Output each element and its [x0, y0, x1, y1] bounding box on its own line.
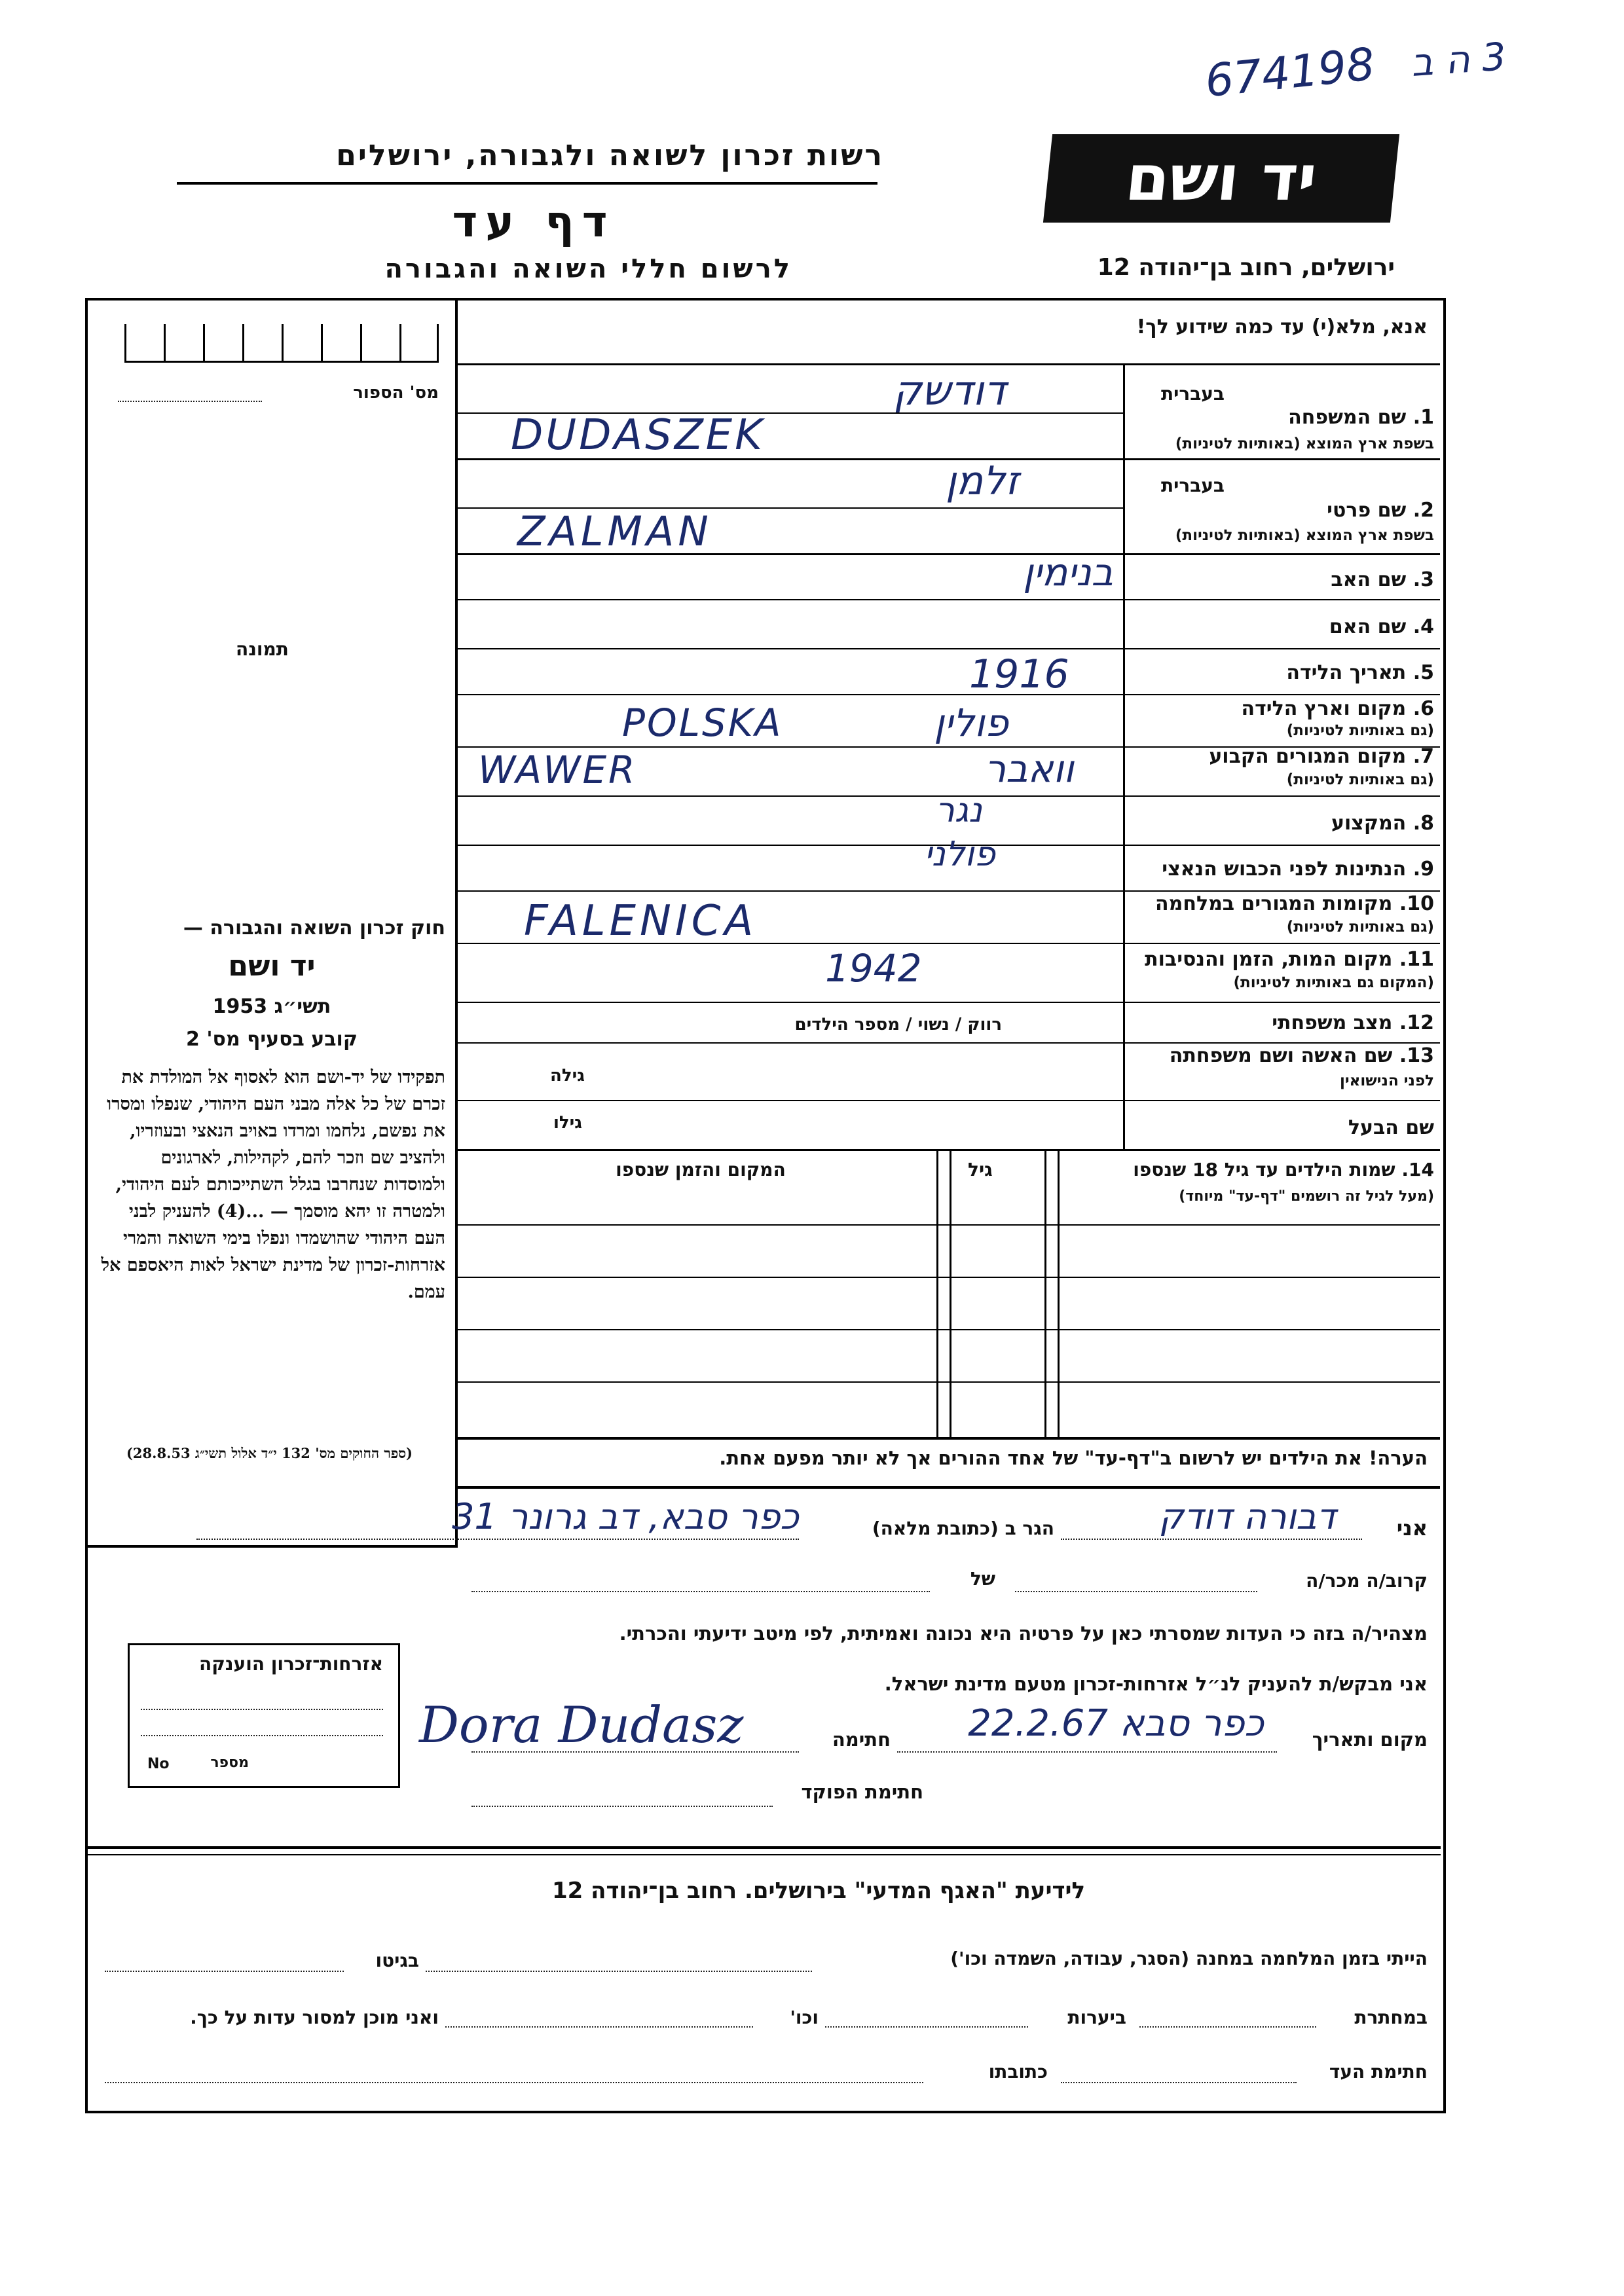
- residence-hebrew-value[interactable]: וואבר: [984, 746, 1074, 791]
- camp-line: הייתי בזמן המלחמה במחנה (הסגר, עבודה, השמדה וכו'): [950, 1948, 1428, 1969]
- father-name-value[interactable]: בנימין: [1023, 550, 1113, 594]
- testimony-consent: ואני מוכן למסור עדות על כך.: [190, 2007, 439, 2028]
- etc-label: וכו': [790, 2007, 819, 2028]
- photo-label: תמונה: [236, 638, 289, 660]
- handwritten-annotation: 3 ה ב: [1409, 34, 1508, 86]
- etc-field[interactable]: [445, 2026, 753, 2028]
- death-value[interactable]: 1942: [825, 946, 922, 991]
- signature-value[interactable]: Dora Dudasz: [419, 1696, 744, 1754]
- field-sub-first-name: בשפת ארץ המוצא (באותיות לטיניות): [1175, 527, 1434, 544]
- surname-hebrew-value[interactable]: דודשק: [893, 367, 1006, 414]
- ghetto-field[interactable]: [105, 1971, 344, 1972]
- birth-date-value[interactable]: 1916: [969, 651, 1069, 697]
- field-label-marital-status: 12. מצב משפחתי: [1272, 1011, 1434, 1034]
- official-signature-field[interactable]: [471, 1806, 773, 1807]
- hebrew-tag: בעברית: [1160, 383, 1225, 405]
- field-sub-residence: (גם באותיות לטיניות): [1286, 771, 1434, 788]
- declarant-name-value[interactable]: דבורה דודק: [1158, 1496, 1336, 1537]
- field-label-nationality: 9. הנתינות לפני הכבוש הנאצי: [1162, 858, 1434, 881]
- yad-vashem-logo: יד ושם: [1043, 134, 1399, 223]
- law-logo: יד ושם: [228, 949, 316, 983]
- witness-signature-field[interactable]: [1061, 2082, 1297, 2083]
- children-place-header: המקום והזמן שנספו: [616, 1159, 786, 1180]
- of-label: של: [970, 1568, 995, 1590]
- official-signature-label: חתימת הפוקד: [801, 1781, 923, 1803]
- relative-field[interactable]: [1015, 1591, 1257, 1592]
- camp-field[interactable]: [426, 1971, 812, 1972]
- field-sub-wartime-residence: (גם באותיות לטיניות): [1286, 919, 1434, 936]
- birth-place-latin-value[interactable]: POLSKA: [622, 701, 783, 745]
- fill-instruction: אנא, מלא(י) עד כמה שידוע לך!: [1136, 316, 1428, 338]
- field-sub-birth-place: (גם באותיות לטיניות): [1286, 722, 1434, 739]
- address-value[interactable]: כפר סבא, דב גרונר 31: [452, 1496, 799, 1537]
- underground-field[interactable]: [1139, 2026, 1316, 2028]
- nationality-value[interactable]: פולני: [924, 835, 995, 874]
- field-label-surname: 1. שם המשפחה: [1288, 406, 1434, 429]
- hebrew-tag: בעברית: [1160, 475, 1225, 496]
- first-name-latin-value[interactable]: ZALMAN: [517, 507, 712, 555]
- field-label-birth-date: 5. תאריך הלידה: [1286, 661, 1434, 684]
- wartime-residence-value[interactable]: FALENICA: [524, 897, 758, 945]
- law-title: חוק זכרון השואה והגבורה —: [183, 917, 445, 939]
- of-field[interactable]: [471, 1591, 930, 1592]
- handwritten-registry-number: 674198: [1202, 38, 1378, 108]
- law-text: תפקידו של יד-ושם הוא לאסוף אל המולדת את זכרם של כל אלה מבני העם היהודי, שנפלו ומסרו את נפשם, נלחמו ומרדו באויב הנאצי ובעוזריו, ולהציב שם וזכר להם, לקהילות, לארגונים ולמוסדות שנחרבו בגלל השתייכותם לעם היהודי, ולמטרה זו יהא מוסמך — ...(4) להעניק לבני העם היהודי שהושמדו ונפלו בימי השואה והמרי אזרחות-זכרון של מדינת ישראל לאות היאספם אל עמם.: [101, 1067, 445, 1302]
- children-note: הערה! את הילדים יש לרשום ב"דף-עד" של אחד ההורים אך לא יותר מפעם אחת.: [719, 1447, 1428, 1469]
- serial-label: מס' הספור: [353, 383, 439, 403]
- place-date-value[interactable]: כפר סבא 22.2.67: [968, 1702, 1264, 1745]
- address: ירושלים, רחוב בן־יהודה 12: [1097, 254, 1395, 281]
- witness-address-field[interactable]: [105, 2082, 923, 2083]
- law-year: תשי״ג 1953: [212, 995, 331, 1018]
- authority-name: רשות זכרון לשואה ולגבורה, ירושלים: [336, 139, 884, 172]
- children-sub: (מעל לגיל זה רושמים "דף-עד" מיוחד): [1179, 1188, 1434, 1205]
- scientific-dept-title: לידיעת "האגף המדעי" בירושלים. רחוב בן־יהודה 12: [551, 1878, 1086, 1904]
- field-sub-death: (המקום גם באותיות לטיניות): [1233, 974, 1434, 991]
- wife-age-label: גילה: [550, 1066, 585, 1085]
- field-sub-surname: בשפת ארץ המוצא (באותיות לטיניות): [1175, 435, 1434, 452]
- profession-value[interactable]: נגר: [935, 791, 982, 830]
- declaration-text: מצהיר/ה בזה כי העדות שמסרתי כאן על פרטיה היא נכונה ואמיתית, לפי מיטב ידיעתי והכרתי.: [619, 1622, 1428, 1645]
- children-age-header: גיל: [968, 1159, 993, 1180]
- residing-label: הגר ב (כתובת מלאה): [872, 1518, 1054, 1539]
- serial-field[interactable]: [118, 401, 262, 402]
- surname-latin-value[interactable]: DUDASZEK: [511, 411, 766, 460]
- form-title: דף עד: [452, 196, 616, 247]
- serial-number-boxes[interactable]: [124, 324, 439, 363]
- forests-field[interactable]: [825, 2026, 1028, 2028]
- ghetto-label: בגיטו: [375, 1950, 419, 1971]
- place-date-label: מקום ותאריך: [1312, 1728, 1428, 1751]
- residence-latin-value[interactable]: WAWER: [478, 748, 637, 792]
- children-label: 14. שמות הילדים עד גיל 18 שנספו: [1133, 1159, 1434, 1180]
- field-label-wife: 13. שם האשה ושם משפחתה: [1169, 1044, 1434, 1067]
- first-name-hebrew-value[interactable]: זלמן: [946, 458, 1019, 504]
- stamp-title: אזרחות־זכרון הוענקה: [199, 1653, 383, 1675]
- field-sub-wife: לפני הנישואין: [1340, 1072, 1434, 1089]
- husband-age-label: גילו: [553, 1113, 582, 1133]
- request-text: אני מבקש/ת להעניק לנ״ל אזרחות-זכרון מטעם מדינת ישראל.: [884, 1673, 1428, 1695]
- signature-label: חתימה: [832, 1728, 891, 1751]
- form-subtitle: לרשום חללי השואה והגבורה: [384, 254, 792, 284]
- marital-status-options[interactable]: רווק / נשוי / מספר הילדים: [794, 1015, 1002, 1034]
- field-label-mother: 4. שם האם: [1329, 615, 1434, 638]
- field-label-wartime-residence: 10. מקומות המגורים במלחמה: [1155, 892, 1434, 915]
- law-reference: (ספר החוקים מס' 132 י״ד אלול תשי״ג 28.8.53): [126, 1445, 413, 1461]
- stamp-number-label: מספר: [210, 1755, 249, 1771]
- witness-signature-label: חתימת העד: [1329, 2061, 1428, 2083]
- field-label-profession: 8. המקצוע: [1331, 812, 1434, 835]
- birth-place-hebrew-value[interactable]: פולין: [934, 701, 1008, 745]
- field-label-death: 11. מקום המות, הזמן והנסיבות: [1145, 948, 1434, 971]
- field-label-residence: 7. מקום המגורים הקבוע: [1209, 745, 1434, 768]
- stamp-number-symbol: No: [147, 1756, 170, 1772]
- field-label-first-name: 2. שם פרטי: [1327, 499, 1434, 522]
- relative-label: קרוב/ה מכר/ה: [1306, 1570, 1428, 1592]
- forests-label: ביערות: [1067, 2007, 1126, 2028]
- field-label-husband: שם הבעל: [1348, 1116, 1434, 1139]
- law-clause: קובע בסעיף מס' 2: [186, 1028, 358, 1051]
- field-label-birth-place: 6. מקום וארץ הלידה: [1241, 697, 1434, 720]
- witness-address-label: כתובתו: [988, 2061, 1048, 2083]
- field-label-father: 3. שם האב: [1331, 568, 1434, 591]
- underground-label: במחתרת: [1354, 2007, 1428, 2028]
- declarant-label: אני: [1396, 1516, 1428, 1540]
